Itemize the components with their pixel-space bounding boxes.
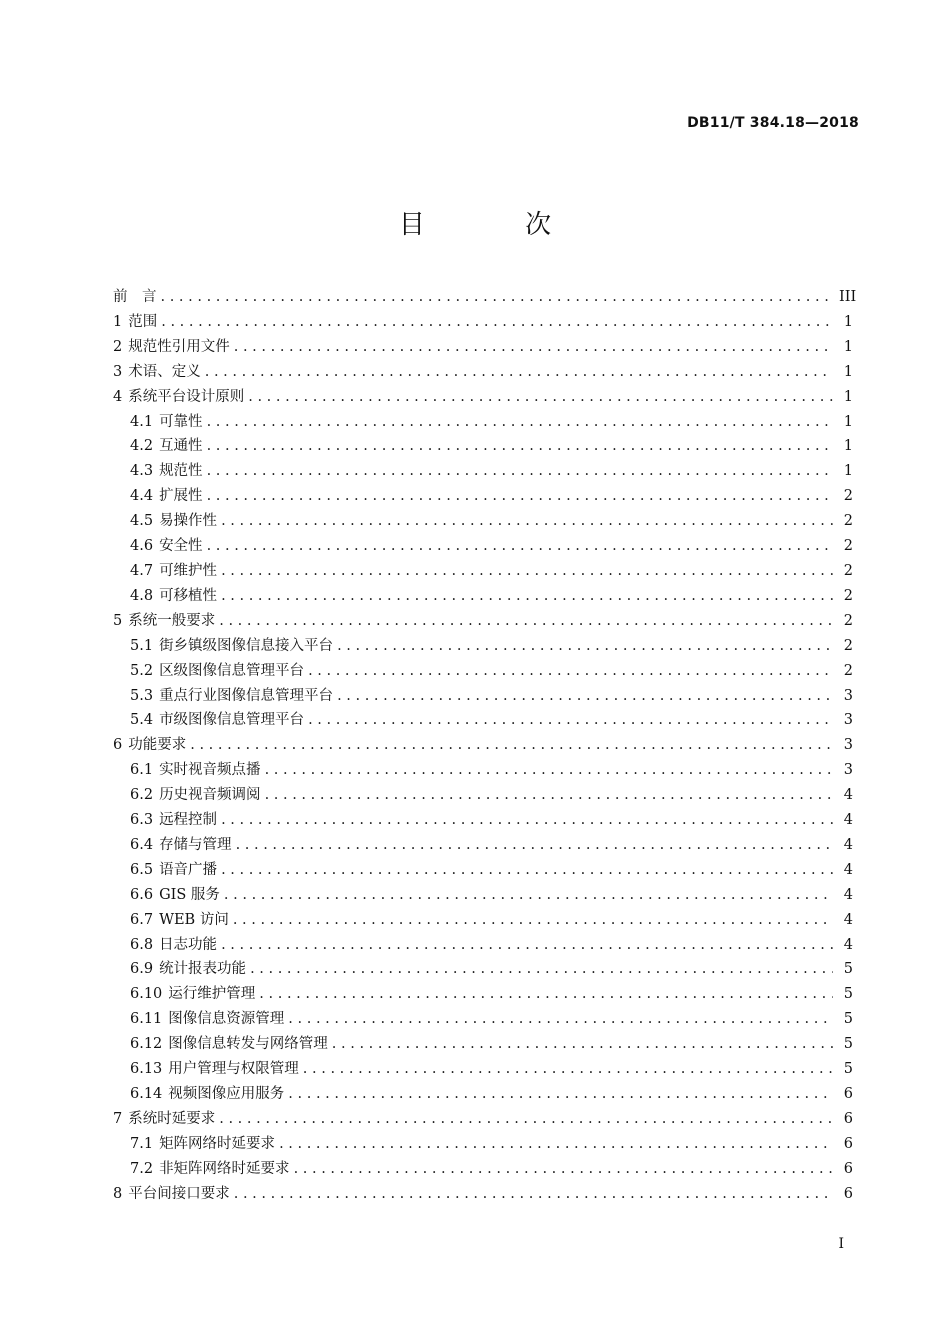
- toc-entry-page: 3: [843, 762, 853, 779]
- toc-entry-number: 6.6: [130, 886, 154, 903]
- toc-entry-number: 1: [113, 313, 123, 330]
- toc-dot-leader: [221, 933, 833, 958]
- toc-entry-label: 扩展性: [159, 488, 203, 505]
- toc-entry-label: 安全性: [159, 538, 203, 555]
- toc-dot-leader: [337, 684, 833, 709]
- toc-entry-page: 5: [843, 1011, 853, 1028]
- toc-entry[interactable]: [113, 858, 853, 883]
- page-number: I: [838, 1236, 844, 1252]
- toc-dot-leader: [221, 509, 833, 534]
- toc-entry[interactable]: [113, 808, 853, 833]
- toc-entry-number: 7.2: [130, 1160, 154, 1177]
- toc-entry-page: 4: [843, 936, 853, 953]
- toc-dot-leader: [332, 1032, 833, 1057]
- toc-entry[interactable]: [113, 659, 853, 684]
- toc-entry-label: 历史视音频调阅: [159, 787, 261, 804]
- toc-entry-page: 1: [843, 388, 853, 405]
- toc-entry-label: 语音广播: [159, 861, 218, 878]
- toc-entry-number: 6.9: [130, 961, 154, 978]
- toc-title: 目 次: [398, 210, 598, 240]
- toc-entry-page: 2: [843, 488, 853, 505]
- toc-dot-leader: [234, 335, 833, 360]
- toc-entry[interactable]: [113, 1057, 853, 1082]
- toc-entry-number: 4.8: [130, 587, 154, 604]
- toc-entry-label: 系统时延要求: [128, 1110, 216, 1127]
- toc-entry-number: 4.2: [130, 438, 154, 455]
- toc-entry-label: 规范性: [159, 463, 203, 480]
- toc-entry[interactable]: [113, 908, 853, 933]
- document-code: DB11/T 384.18—2018: [687, 115, 859, 131]
- toc-entry-page: 4: [843, 787, 853, 804]
- toc-entry-label: 区级图像信息管理平台: [159, 662, 305, 679]
- toc-entry-page: 4: [843, 812, 853, 829]
- toc-entry[interactable]: [113, 459, 853, 484]
- toc-dot-leader: [288, 1007, 833, 1032]
- toc-entry-label: 实时视音频点播: [159, 762, 261, 779]
- toc-entry-label: 互通性: [159, 438, 203, 455]
- toc-entry-number: 4.7: [130, 562, 154, 579]
- toc-dot-leader: [221, 808, 833, 833]
- toc-entry-page: 6: [843, 1160, 853, 1177]
- toc-entry-page: 4: [843, 836, 853, 853]
- toc-entry-page: 1: [843, 413, 853, 430]
- toc-entry[interactable]: [113, 285, 857, 310]
- toc-entry-label: 运行维护管理: [168, 986, 256, 1003]
- toc-entry[interactable]: [113, 584, 853, 609]
- toc-entry-number: 6.12: [130, 1036, 163, 1053]
- toc-entry-page: 6: [843, 1086, 853, 1102]
- toc-entry-number: 7: [113, 1110, 123, 1127]
- toc-entry-number: 7.1: [130, 1135, 154, 1152]
- toc-entry-label: 术语、定义: [128, 363, 201, 380]
- toc-entry-page: 4: [843, 861, 853, 878]
- toc-entry-label: 图像信息资源管理: [168, 1011, 285, 1028]
- toc-entry[interactable]: [113, 609, 853, 634]
- toc-entry[interactable]: [113, 1132, 853, 1157]
- toc-entry[interactable]: [113, 1032, 853, 1057]
- toc-entry-page: 2: [843, 662, 853, 679]
- toc-entry-label: 图像信息转发与网络管理: [168, 1036, 328, 1053]
- toc-entry-number: 4.3: [130, 463, 154, 480]
- toc-entry-number: 6.11: [130, 1011, 163, 1028]
- toc-entry-page: 3: [843, 687, 853, 704]
- toc-entry-label: 可维护性: [159, 562, 218, 579]
- toc-entry-page: 3: [843, 737, 853, 754]
- toc-entry-number: 5.2: [130, 662, 154, 679]
- toc-entry-label: 矩阵网络时延要求: [159, 1135, 276, 1152]
- toc-entry[interactable]: [113, 410, 853, 435]
- toc-entry-label: 日志功能: [159, 936, 218, 953]
- toc-entry-page: 1: [843, 363, 853, 380]
- toc-entry-page: 1: [843, 338, 853, 355]
- toc-entry-page: 2: [843, 612, 853, 629]
- toc-dot-leader: [161, 310, 833, 335]
- toc-dot-leader: [303, 1057, 833, 1082]
- toc-dot-leader: [221, 559, 833, 584]
- toc-entry[interactable]: [113, 1082, 853, 1107]
- toc-entry-page: 4: [843, 886, 853, 903]
- toc-entry-number: 6.2: [130, 787, 154, 804]
- table-of-contents: [113, 285, 857, 1207]
- toc-entry-label: 用户管理与权限管理: [168, 1061, 299, 1078]
- toc-entry-label: 平台间接口要求: [128, 1185, 230, 1202]
- toc-entry-page: III: [839, 289, 857, 305]
- toc-entry[interactable]: [113, 684, 853, 709]
- toc-entry-number: 5.4: [130, 712, 154, 729]
- toc-entry[interactable]: [113, 883, 853, 908]
- toc-entry-label: 远程控制: [159, 812, 218, 829]
- toc-entry[interactable]: [113, 1157, 853, 1182]
- toc-dot-leader: [207, 410, 833, 435]
- toc-entry-page: 3: [843, 712, 853, 729]
- toc-entry-page: 5: [843, 1036, 853, 1053]
- toc-entry-number: 5.3: [130, 687, 154, 704]
- toc-entry-page: 4: [843, 911, 853, 928]
- toc-entry-number: 6.10: [130, 986, 163, 1003]
- toc-entry-page: 6: [843, 1185, 853, 1202]
- toc-entry-number: 6.7: [130, 911, 154, 928]
- toc-entry-label: 街乡镇级图像信息接入平台: [159, 637, 334, 654]
- toc-entry-page: 6: [843, 1110, 853, 1127]
- toc-dot-leader: [308, 659, 833, 684]
- toc-dot-leader: [308, 708, 833, 733]
- toc-entry-page: 2: [843, 562, 853, 579]
- toc-entry[interactable]: [113, 360, 853, 385]
- toc-entry[interactable]: [113, 833, 853, 858]
- toc-entry-label: 功能要求: [128, 737, 187, 754]
- toc-entry-label: 可靠性: [159, 413, 203, 430]
- toc-entry-label: 系统一般要求: [128, 612, 216, 629]
- toc-entry[interactable]: [113, 1007, 853, 1032]
- toc-entry[interactable]: [113, 1107, 853, 1132]
- toc-entry-number: 6.4: [130, 836, 154, 853]
- toc-dot-leader: [205, 360, 833, 385]
- toc-dot-leader: [248, 385, 833, 410]
- toc-entry[interactable]: [113, 982, 853, 1007]
- toc-entry-label: 规范性引用文件: [128, 338, 230, 355]
- toc-dot-leader: [219, 609, 833, 634]
- toc-entry-number: 5: [113, 612, 123, 629]
- toc-entry[interactable]: [113, 708, 853, 733]
- toc-entry-page: 1: [843, 463, 853, 480]
- toc-entry-number: 6.14: [130, 1086, 163, 1102]
- toc-dot-leader: [279, 1132, 833, 1157]
- toc-dot-leader: [207, 534, 833, 559]
- toc-entry-page: 5: [843, 1061, 853, 1078]
- toc-entry-number: 3: [113, 363, 123, 380]
- toc-entry-number: 4: [113, 388, 123, 405]
- toc-dot-leader: [250, 957, 833, 982]
- toc-entry-number: 4.5: [130, 513, 154, 530]
- toc-entry-number: 4.6: [130, 538, 154, 555]
- toc-dot-leader: [337, 634, 833, 659]
- toc-entry[interactable]: [113, 559, 853, 584]
- toc-dot-leader: [219, 1107, 833, 1132]
- toc-entry-number: 6.3: [130, 812, 154, 829]
- toc-entry[interactable]: [113, 933, 853, 958]
- toc-entry[interactable]: [113, 1182, 853, 1207]
- toc-entry-label: 易操作性: [159, 513, 218, 530]
- toc-entry[interactable]: [113, 783, 853, 808]
- toc-dot-leader: [224, 883, 833, 908]
- toc-dot-leader: [265, 783, 833, 808]
- toc-dot-leader: [265, 758, 833, 783]
- toc-dot-leader: [207, 434, 833, 459]
- toc-dot-leader: [294, 1157, 833, 1182]
- toc-entry[interactable]: [113, 385, 853, 410]
- toc-entry-number: 6: [113, 737, 123, 754]
- toc-entry-number: 6.8: [130, 936, 154, 953]
- toc-dot-leader: [207, 459, 833, 484]
- toc-entry[interactable]: [113, 310, 853, 335]
- toc-entry-page: 2: [843, 538, 853, 555]
- toc-dot-leader: [259, 982, 833, 1007]
- toc-entry-page: 1: [843, 438, 853, 455]
- toc-entry-page: 2: [843, 513, 853, 530]
- toc-entry-number: 4.1: [130, 413, 154, 430]
- toc-entry[interactable]: [113, 534, 853, 559]
- toc-entry-page: 1: [843, 313, 853, 330]
- toc-entry-page: 2: [843, 587, 853, 604]
- toc-entry-label: 系统平台设计原则: [128, 388, 245, 405]
- toc-entry-page: 2: [843, 637, 853, 654]
- toc-entry-label: GIS 服务: [159, 886, 220, 903]
- toc-dot-leader: [233, 908, 833, 933]
- toc-entry-number: 4.4: [130, 488, 154, 505]
- toc-dot-leader: [234, 1182, 833, 1207]
- toc-entry[interactable]: [113, 733, 853, 758]
- toc-entry[interactable]: [113, 434, 853, 459]
- toc-entry-number: 5.1: [130, 637, 154, 654]
- toc-entry-number: 6.13: [130, 1061, 163, 1078]
- toc-dot-leader: [207, 484, 833, 509]
- toc-entry-number: 6.1: [130, 762, 154, 779]
- toc-entry[interactable]: [113, 758, 853, 783]
- toc-dot-leader: [190, 733, 833, 758]
- toc-entry-label: 市级图像信息管理平台: [159, 712, 305, 729]
- toc-entry-number: 2: [113, 338, 123, 355]
- toc-entry-page: 5: [843, 986, 853, 1003]
- toc-dot-leader: [221, 584, 833, 609]
- toc-entry[interactable]: [113, 335, 853, 360]
- toc-dot-leader: [161, 285, 834, 310]
- toc-entry-number: 8: [113, 1185, 123, 1202]
- toc-entry-label: WEB 访问: [159, 911, 229, 928]
- toc-entry-page: 6: [843, 1135, 853, 1152]
- toc-entry-label: 视频图像应用服务: [168, 1086, 285, 1102]
- toc-dot-leader: [221, 858, 833, 883]
- toc-entry-number: 6.5: [130, 861, 154, 878]
- toc-entry-label: 前 言: [113, 289, 157, 305]
- toc-entry-label: 范围: [128, 313, 158, 330]
- toc-entry-label: 存储与管理: [159, 836, 232, 853]
- toc-entry-label: 非矩阵网络时延要求: [159, 1160, 290, 1177]
- toc-dot-leader: [288, 1082, 833, 1107]
- toc-entry-label: 重点行业图像信息管理平台: [159, 687, 334, 704]
- toc-entry-label: 可移植性: [159, 587, 218, 604]
- toc-entry[interactable]: [113, 957, 853, 982]
- toc-entry[interactable]: [113, 484, 853, 509]
- toc-entry-page: 5: [843, 961, 853, 978]
- toc-entry[interactable]: [113, 509, 853, 534]
- toc-dot-leader: [236, 833, 833, 858]
- toc-entry-label: 统计报表功能: [159, 961, 247, 978]
- toc-entry[interactable]: [113, 634, 853, 659]
